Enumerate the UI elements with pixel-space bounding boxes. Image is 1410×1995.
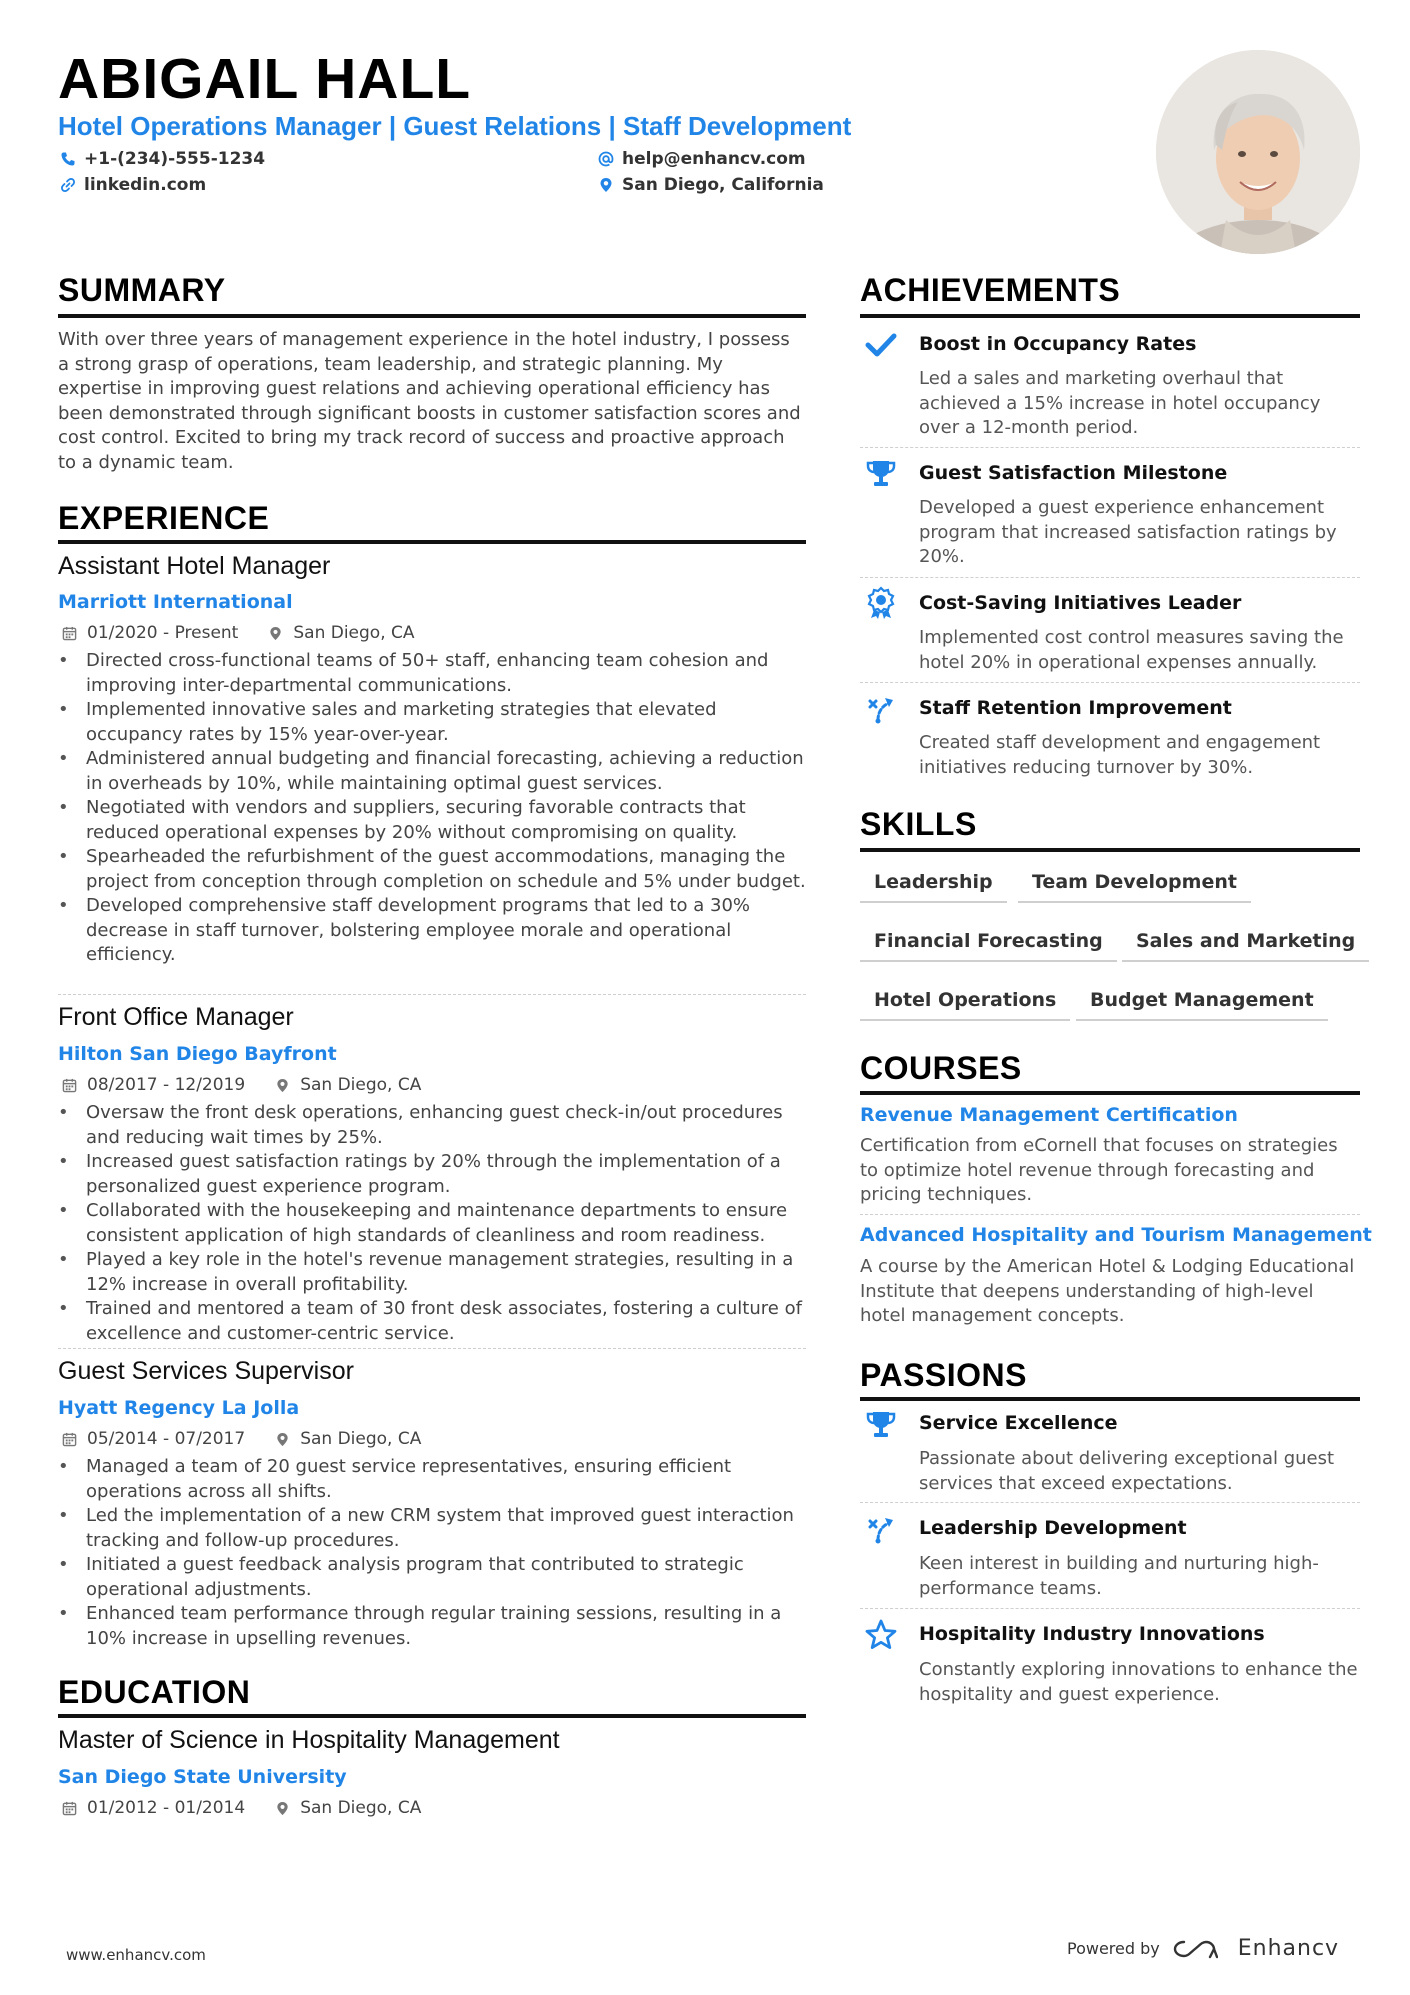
strategy-arrow-icon xyxy=(864,1512,898,1546)
phone-icon xyxy=(60,151,76,167)
award-badge-icon xyxy=(864,586,898,620)
job-bullets xyxy=(58,1101,810,1346)
job-separator xyxy=(58,1348,806,1349)
list-item: • Directed cross-functional teams of 50+ staff, enhancing team cohesion and improving inter-departmental communications. xyxy=(58,649,810,698)
email-text: help@enhancv.com xyxy=(622,149,806,169)
location-text: San Diego, California xyxy=(622,175,824,195)
list-item: • Administered annual budgeting and financial forecasting, achieving a reduction in overheads by 10%, while maintaining optimal guest services. xyxy=(58,747,810,796)
calendar-icon xyxy=(62,1078,77,1093)
passion-separator xyxy=(860,1502,1360,1503)
star-icon xyxy=(864,1618,898,1652)
list-item: • Led the implementation of a new CRM system that improved guest interaction tracking and follow-up procedures. xyxy=(58,1504,810,1553)
education-location: San Diego, CA xyxy=(300,1798,422,1818)
list-item: • Collaborated with the housekeeping and maintenance departments to ensure consistent application of high standards of cleanliness and room readiness. xyxy=(58,1199,810,1248)
headline: Hotel Operations Manager | Guest Relations | Staff Development xyxy=(58,111,852,141)
location-contact xyxy=(598,175,824,195)
skills-title: SKILLS xyxy=(860,806,977,842)
list-item: • Increased guest satisfaction ratings by 20% through the implementation of a personalized guest experience program. xyxy=(58,1150,810,1199)
achievement-title: Cost-Saving Initiatives Leader xyxy=(919,592,1242,614)
skill-tag: Leadership xyxy=(860,871,1007,903)
achievements-title: ACHIEVEMENTS xyxy=(860,272,1121,308)
list-item: • Spearheaded the refurbishment of the guest accommodations, managing the project from conception through completion on schedule and 5% under budget. xyxy=(58,845,810,894)
candidate-name: ABIGAIL HALL xyxy=(58,47,472,111)
courses-title: COURSES xyxy=(860,1050,1022,1086)
education-school: San Diego State University xyxy=(58,1766,347,1788)
location-pin-icon xyxy=(598,177,614,193)
powered-by-text: Powered by xyxy=(1067,1939,1160,1958)
job-location: San Diego, CA xyxy=(293,623,415,643)
location-pin-icon xyxy=(268,626,283,641)
passion-desc: Keen interest in building and nurturing high-performance teams. xyxy=(919,1553,1319,1599)
linkedin-text: linkedin.com xyxy=(84,175,207,195)
job-meta xyxy=(62,1075,421,1095)
achievement-title: Staff Retention Improvement xyxy=(919,697,1232,719)
experience-title: EXPERIENCE xyxy=(58,500,270,536)
skill-tag: Sales and Marketing xyxy=(1122,930,1369,962)
list-item: • Developed comprehensive staff development programs that led to a 30% decrease in staff turnover, bolstering employee morale and operational efficiency. xyxy=(58,894,810,968)
checkmark-icon xyxy=(864,328,898,362)
list-item: • Implemented innovative sales and marketing strategies that elevated occupancy rates by 15% year-over-year. xyxy=(58,698,810,747)
achievement-separator xyxy=(860,577,1360,578)
calendar-icon xyxy=(62,1801,77,1816)
location-pin-icon xyxy=(275,1432,290,1447)
trophy-icon xyxy=(864,1407,898,1441)
footer-website[interactable]: www.enhancv.com xyxy=(66,1946,206,1964)
list-item: • Managed a team of 20 guest service representatives, ensuring efficient operations across all shifts. xyxy=(58,1455,810,1504)
achievement-desc: Implemented cost control measures saving the hotel 20% in operational expenses annually. xyxy=(919,627,1344,673)
strategy-arrow-icon xyxy=(864,692,898,726)
education-divider xyxy=(58,1714,806,1718)
location-pin-icon xyxy=(275,1078,290,1093)
job-bullets xyxy=(58,649,810,968)
passions-title: PASSIONS xyxy=(860,1357,1027,1393)
link-icon xyxy=(60,177,76,193)
course-title: Revenue Management Certification xyxy=(860,1104,1238,1126)
summary-title: SUMMARY xyxy=(58,272,226,308)
job-bullets xyxy=(58,1455,810,1651)
trophy-icon xyxy=(864,456,898,490)
list-item: • Played a key role in the hotel's revenue management strategies, resulting in a 12% increase in overall profitability. xyxy=(58,1248,810,1297)
email-contact[interactable] xyxy=(598,149,806,169)
profile-photo xyxy=(1156,50,1360,254)
list-item: • Enhanced team performance through regular training sessions, resulting in a 10% increase in upselling revenues. xyxy=(58,1602,810,1651)
passion-desc: Passionate about delivering exceptional guest services that exceed expectations. xyxy=(919,1448,1335,1494)
calendar-icon xyxy=(62,626,77,641)
list-item: • Oversaw the front desk operations, enhancing guest check-in/out procedures and reducing wait times by 25%. xyxy=(58,1101,810,1150)
job-separator xyxy=(58,994,806,995)
job-meta xyxy=(62,623,415,643)
achievement-title: Boost in Occupancy Rates xyxy=(919,333,1197,355)
enhancv-logo-icon xyxy=(1172,1937,1218,1961)
skills-divider xyxy=(860,848,1360,852)
job-location: San Diego, CA xyxy=(300,1075,422,1095)
achievement-desc: Led a sales and marketing overhaul that achieved a 15% increase in hotel occupancy over a 12-month period. xyxy=(919,368,1321,438)
job-role: Assistant Hotel Manager xyxy=(58,552,331,580)
summary-text: With over three years of management experience in the hotel industry, I possess a strong grasp of operations, team leadership, and strategic planning. My expertise in improving guest relations and achieving operational efficiency has been demonstrated through significant boosts in customer satisfaction scores and cost control. Excited to bring my track record of success and proactive approach to a dynamic team. xyxy=(58,329,801,473)
achievement-separator xyxy=(860,447,1360,448)
achievement-desc: Created staff development and engagement initiatives reducing turnover by 30%. xyxy=(919,732,1321,778)
education-title: EDUCATION xyxy=(58,1674,251,1710)
list-item: • Negotiated with vendors and suppliers, securing favorable contracts that reduced operational expenses by 20% without compromising on quality. xyxy=(58,796,810,845)
skill-tag: Hotel Operations xyxy=(860,989,1070,1021)
achievements-divider xyxy=(860,314,1360,318)
phone-contact[interactable] xyxy=(60,149,265,169)
job-company: Hyatt Regency La Jolla xyxy=(58,1397,300,1419)
achievement-title: Guest Satisfaction Milestone xyxy=(919,462,1228,484)
education-dates: 01/2012 - 01/2014 xyxy=(87,1798,246,1818)
job-role: Front Office Manager xyxy=(58,1003,294,1031)
job-company: Hilton San Diego Bayfront xyxy=(58,1043,337,1065)
course-title: Advanced Hospitality and Tourism Management xyxy=(860,1224,1372,1246)
skill-tag: Team Development xyxy=(1018,871,1251,903)
skill-tag: Financial Forecasting xyxy=(860,930,1117,962)
list-item: • Trained and mentored a team of 30 front desk associates, fostering a culture of excellence and customer-centric service. xyxy=(58,1297,810,1346)
calendar-icon xyxy=(62,1432,77,1447)
skill-tag: Budget Management xyxy=(1076,989,1328,1021)
job-dates: 08/2017 - 12/2019 xyxy=(87,1075,246,1095)
summary-divider xyxy=(58,314,806,318)
passion-title: Hospitality Industry Innovations xyxy=(919,1623,1265,1645)
job-location: San Diego, CA xyxy=(300,1429,422,1449)
course-desc: A course by the American Hotel & Lodging Educational Institute that deepens understanding of high-level hotel management concepts. xyxy=(860,1256,1355,1326)
at-sign-icon xyxy=(598,151,614,167)
course-desc: Certification from eCornell that focuses on strategies to optimize hotel revenue through forecasting and pricing techniques. xyxy=(860,1135,1338,1205)
achievement-separator xyxy=(860,682,1360,683)
passion-desc: Constantly exploring innovations to enhance the hospitality and guest experience. xyxy=(919,1659,1358,1705)
location-pin-icon xyxy=(275,1801,290,1816)
education-meta xyxy=(62,1798,421,1818)
passion-title: Service Excellence xyxy=(919,1412,1118,1434)
job-dates: 01/2020 - Present xyxy=(87,623,239,643)
list-item: • Initiated a guest feedback analysis program that contributed to strategic operational adjustments. xyxy=(58,1553,810,1602)
experience-divider xyxy=(58,540,806,544)
phone-text: +1-(234)-555-1234 xyxy=(84,149,266,169)
passion-title: Leadership Development xyxy=(919,1517,1187,1539)
achievement-desc: Developed a guest experience enhancement program that increased satisfaction ratings by 20%. xyxy=(919,497,1337,567)
job-meta xyxy=(62,1429,421,1449)
education-degree: Master of Science in Hospitality Management xyxy=(58,1726,560,1754)
passions-divider xyxy=(860,1397,1360,1401)
job-role: Guest Services Supervisor xyxy=(58,1357,354,1385)
brand-name: Enhancv xyxy=(1237,1936,1340,1961)
job-dates: 05/2014 - 07/2017 xyxy=(87,1429,246,1449)
job-company: Marriott International xyxy=(58,591,293,613)
course-separator xyxy=(860,1214,1360,1215)
courses-divider xyxy=(860,1091,1360,1095)
linkedin-contact[interactable] xyxy=(60,175,206,195)
footer-branding[interactable] xyxy=(1067,1936,1339,1961)
passion-separator xyxy=(860,1608,1360,1609)
